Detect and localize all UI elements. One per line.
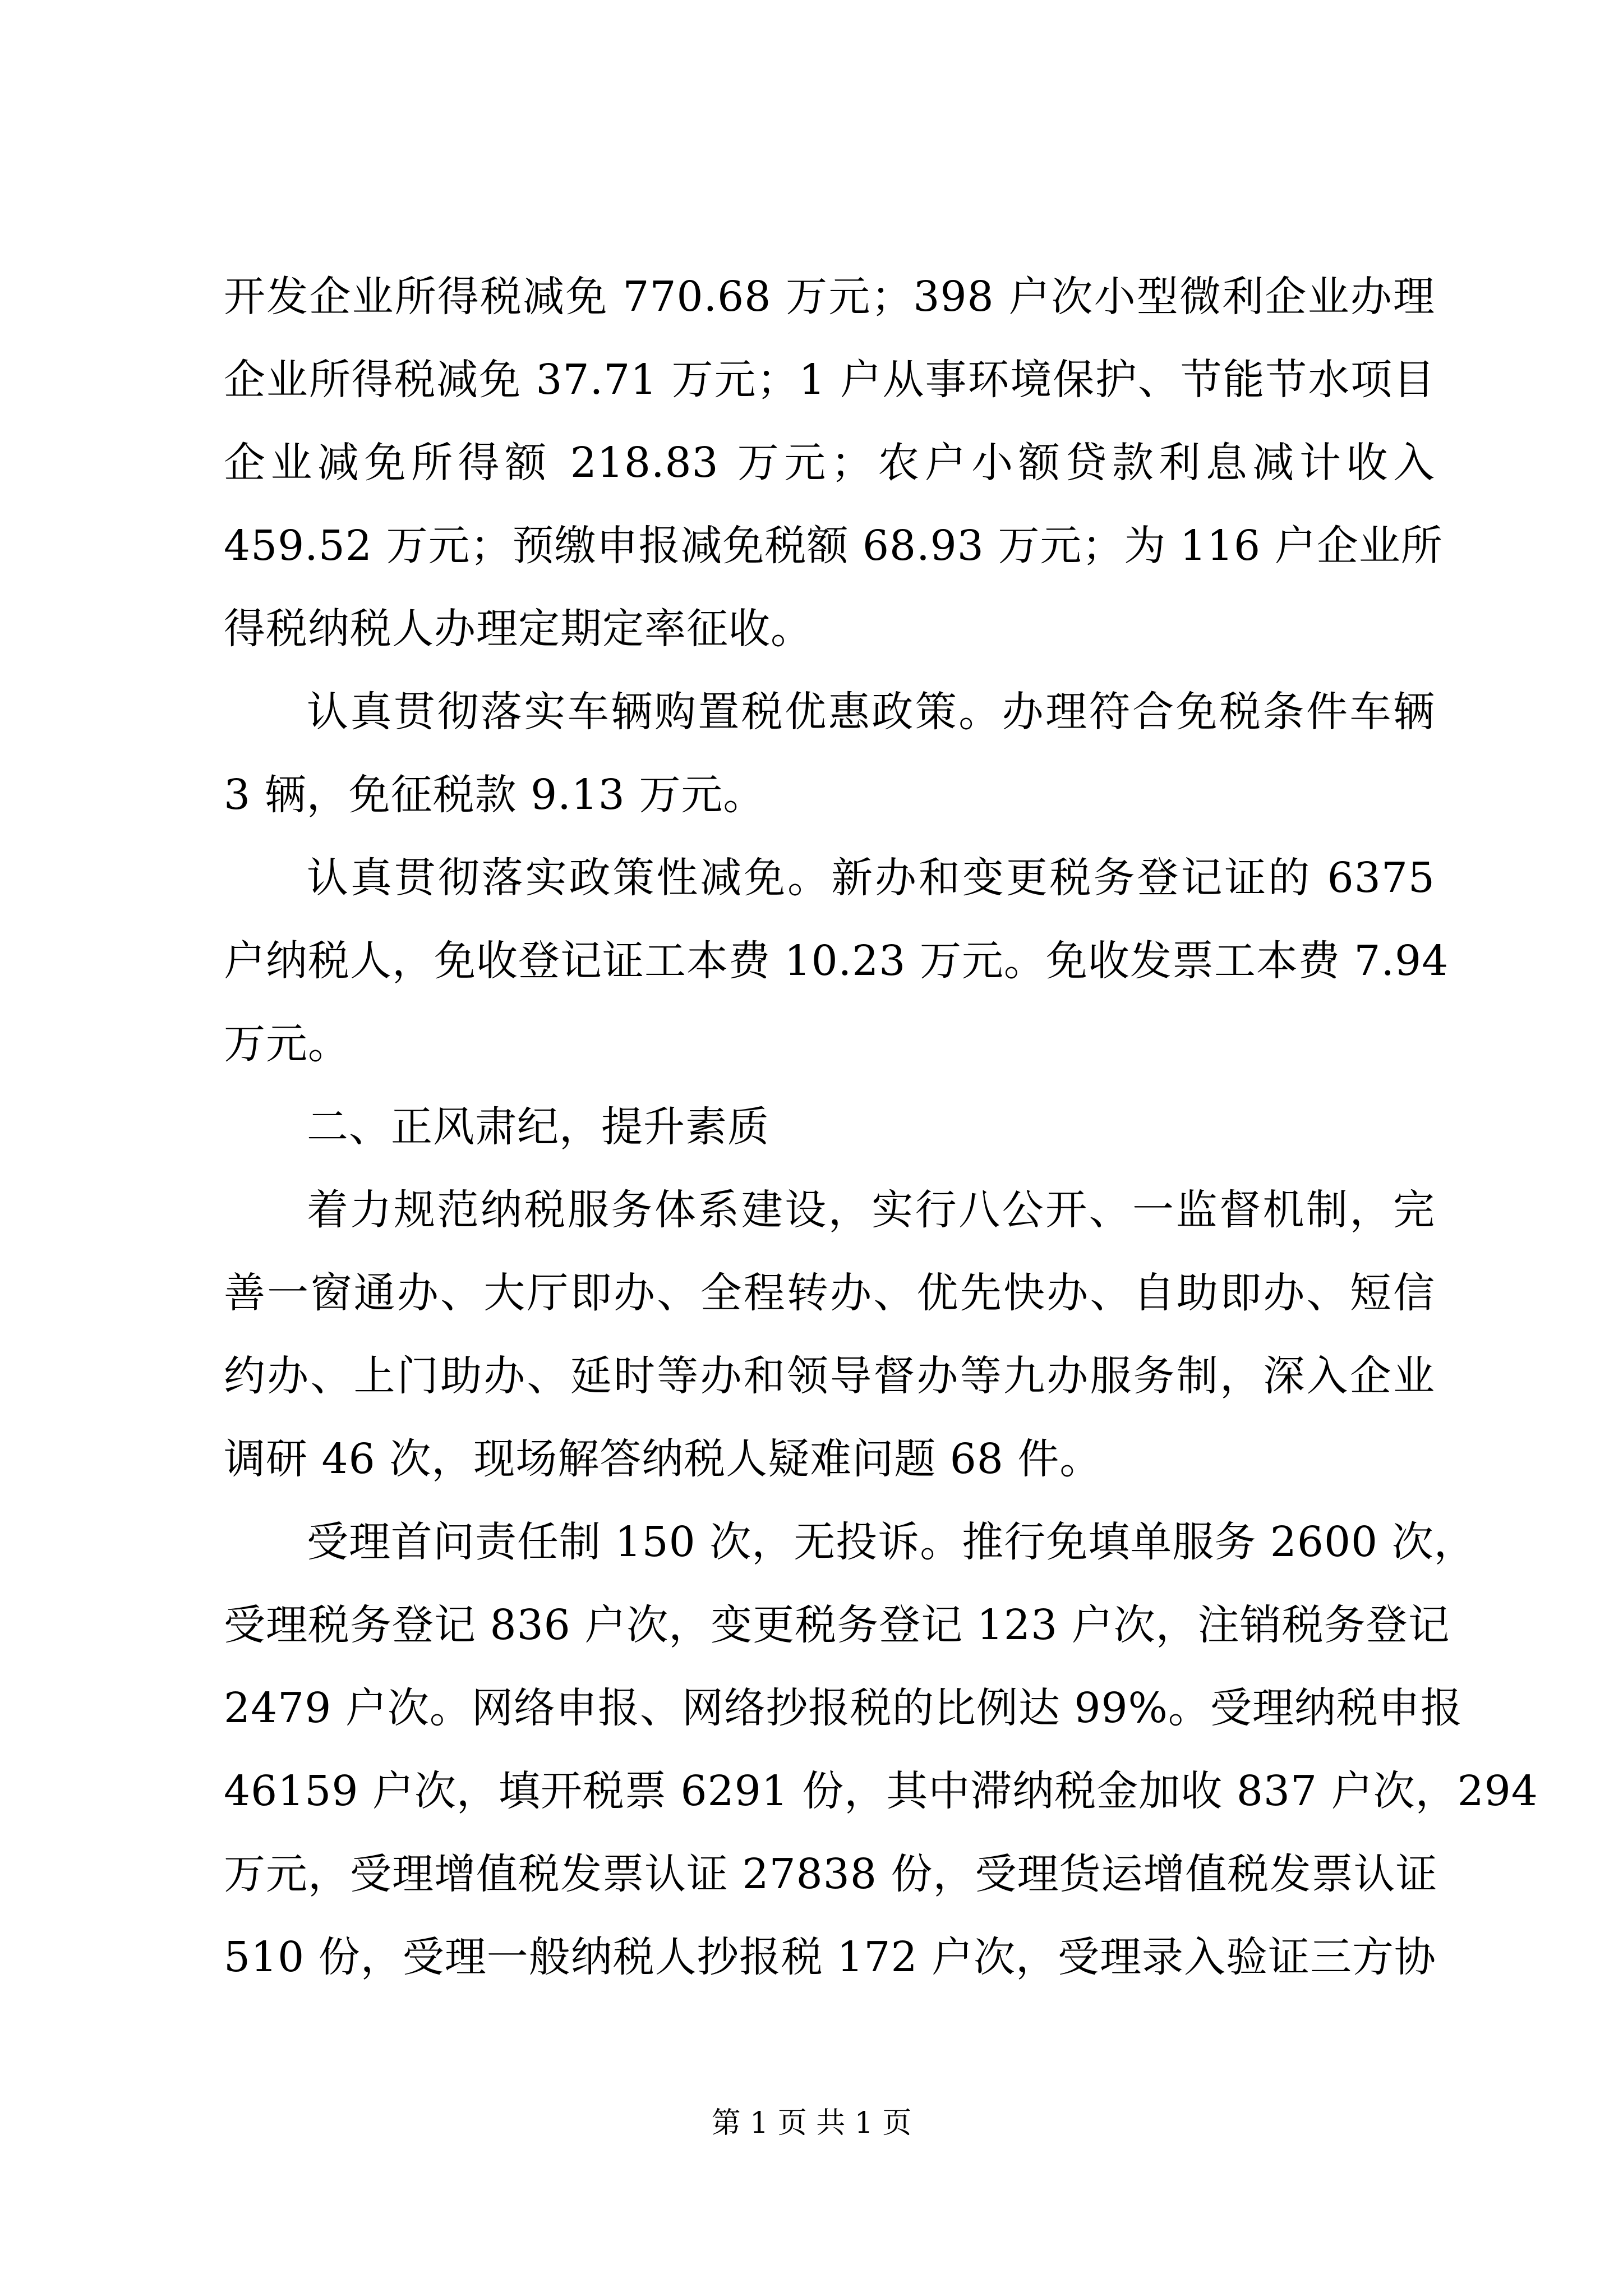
- text-line: 着力规范纳税服务体系建设，实行八公开、一监督机制，完: [307, 1186, 1435, 1234]
- text-line: 2479 户次。网络申报、网络抄报税的比例达 99%。受理纳税申报: [224, 1684, 1463, 1732]
- paragraph: [224, 1168, 1435, 1501]
- heading-text: 二、正风肃纪，提升素质: [307, 1103, 769, 1151]
- text-line: 万元。: [224, 1020, 350, 1068]
- page-footer: 第 1 页 共 1 页: [711, 2106, 912, 2140]
- section-heading: [224, 1085, 1435, 1168]
- text-line: 3 辆，免征税款 9.13 万元。: [224, 771, 766, 819]
- paragraph: [224, 670, 1435, 836]
- text-line: 受理首问责任制 150 次，无投诉。推行免填单服务 2600 次，: [307, 1518, 1476, 1566]
- text-line: 万元，受理增值税发票认证 27838 份，受理货运增值税发票认证: [224, 1850, 1438, 1898]
- text-line: 受理税务登记 836 户次，变更税务登记 123 户次，注销税务登记: [224, 1601, 1450, 1649]
- paragraph: [224, 1501, 1538, 1999]
- text-line: 459.52 万元；预缴申报减免税额 68.93 万元；为 116 户企业所: [224, 522, 1443, 570]
- text-line: 约办、上门助办、延时等办和领导督办等九办服务制，深入企业: [224, 1352, 1435, 1400]
- paragraph: [224, 255, 1443, 670]
- text-line: 得税纳税人办理定期定率征收。: [224, 605, 813, 653]
- text-line: 善一窗通办、大厅即办、全程转办、优先快办、自助即办、短信: [224, 1269, 1435, 1317]
- text-line: 户纳税人，免收登记证工本费 10.23 万元。免收发票工本费 7.94: [224, 937, 1449, 985]
- text-line: 510 份，受理一般纳税人抄报税 172 户次，受理录入验证三方协: [224, 1933, 1437, 1981]
- text-line: 调研 46 次，现场解答纳税人疑难问题 68 件。: [224, 1435, 1102, 1483]
- text-line: 46159 户次，填开税票 6291 份，其中滞纳税金加收 837 户次，294: [224, 1767, 1538, 1815]
- text-line: 认真贯彻落实政策性减免。新办和变更税务登记证的 6375: [307, 854, 1435, 902]
- text-line: 认真贯彻落实车辆购置税优惠政策。办理符合免税条件车辆: [307, 688, 1435, 736]
- text-line: 企业减免所得额 218.83 万元；农户小额贷款利息减计收入: [224, 439, 1435, 487]
- paragraph: [224, 836, 1449, 1085]
- text-line: 企业所得税减免 37.71 万元；1 户从事环境保护、节能节水项目: [224, 356, 1435, 404]
- text-line: 开发企业所得税减免 770.68 万元；398 户次小型微利企业办理: [224, 273, 1435, 321]
- document-body: [224, 255, 1538, 1999]
